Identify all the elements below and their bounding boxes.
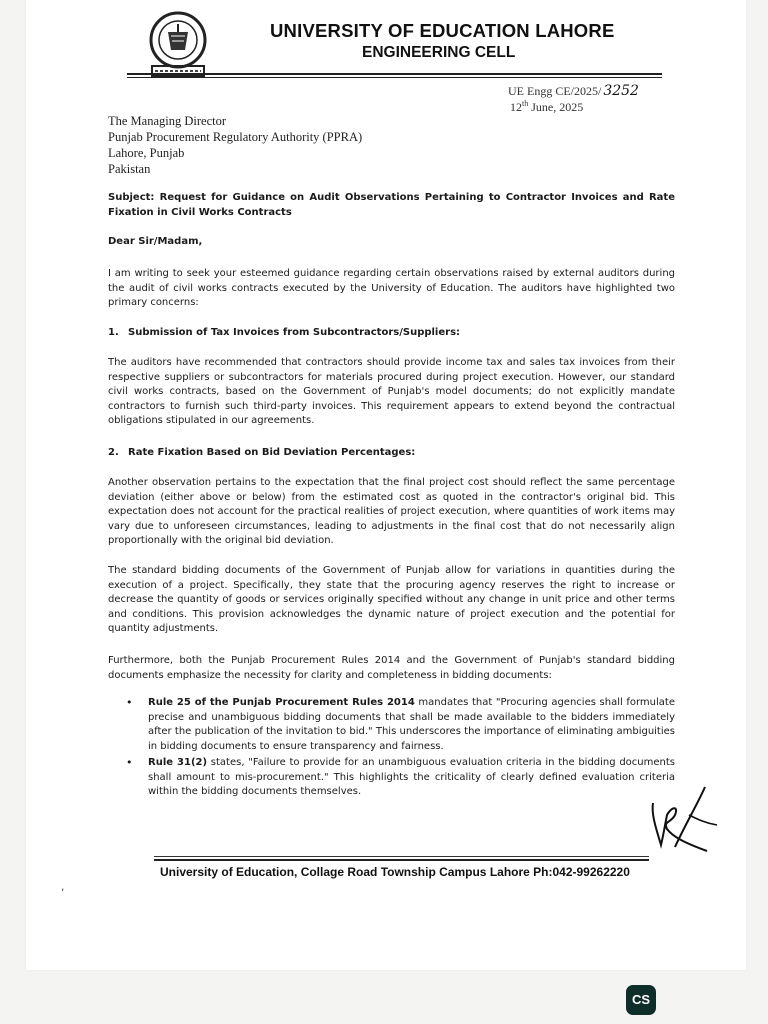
- date-suffix: th: [522, 99, 529, 108]
- bullet-symbol: •: [126, 696, 133, 709]
- section-2-title: Rate Fixation Based on Bid Deviation Percentages:: [128, 447, 416, 458]
- rule-31-text: states, "Failure to provide for an unambiguous evaluation criteria in the bidding documents shall amount to mis-procurement." This highlights the criticality of clearly defined evaluation criteria within the bidding documents themselves.: [148, 757, 675, 797]
- university-logo: [135, 10, 221, 80]
- section-2-paragraph-2: The standard bidding documents of the Government of Punjab allow for variations in quantities during the execution of a project. Specifically, they state that the procuring agency reserves the right to increase or decrease the quantity of goods or services originally specified without any change in unit price and other terms and conditions. This provision acknowledges the dynamic nature of project execution and the potential for quantity adjustments.: [108, 565, 675, 634]
- rule-25-text: mandates that "Procuring agencies shall formulate precise and unambiguous bidding documents that shall be made available to the bidders immediately after the publication of the invitation to bid." This underscores the importance of eliminating ambiguities in bidding documents to ensure transparency and fairness.: [148, 697, 675, 752]
- rule-25-title: Rule 25 of the Punjab Procurement Rules 2014: [148, 697, 415, 708]
- rules-list: [126, 696, 675, 802]
- bullet-symbol: •: [126, 756, 133, 769]
- section-1-number: 1.: [108, 327, 119, 338]
- list-item: [126, 696, 675, 754]
- subject-text: : Request for Guidance on Audit Observations Pertaining to Contractor Invoices and Rate Fixation in Civil Works Contracts: [108, 192, 675, 218]
- section-1-heading: [108, 326, 675, 341]
- reference-number: [508, 83, 639, 99]
- addressee-line: Lahore, Punjab: [108, 146, 185, 160]
- addressee-line: Punjab Procurement Regulatory Authority (PPRA): [108, 130, 363, 144]
- section-1-title: Submission of Tax Invoices from Subcontractors/Suppliers:: [128, 327, 461, 338]
- university-name: UNIVERSITY OF EDUCATION LAHORE: [270, 20, 615, 41]
- camscanner-badge: [626, 985, 656, 1015]
- addressee-line: The Managing Director: [108, 114, 227, 128]
- ref-handwritten-number: 3252: [603, 83, 639, 99]
- date-day: 12: [510, 100, 522, 114]
- intro-paragraph: I am writing to seek your esteemed guidance regarding certain observations raised by external auditors during the audit of civil works contracts executed by the University of Education. The auditors have highlighted two primary concerns:: [108, 268, 675, 308]
- ref-prefix: UE Engg CE/2025/: [508, 84, 602, 98]
- section-1-paragraph: The auditors have recommended that contractors should provide income tax and sales tax invoices from their respective suppliers or subcontractors for materials procured during project execution. However, our standard civil works contracts, based on the Government of Punjab's model documents; do not explicitly mandate contractors to furnish such third-party invoices. This requirement appears to extend beyond the contractual obligations stipulated in our agreements.: [108, 357, 675, 426]
- subject-label: Subject: [108, 192, 151, 203]
- addressee-block: [108, 113, 362, 177]
- footer-address: University of Education, Collage Road Township Campus Lahore Ph:042-99262220: [160, 865, 630, 879]
- addressee-line: Pakistan: [108, 162, 151, 176]
- section-2-paragraph-3: Furthermore, both the Punjab Procurement Rules 2014 and the Government of Punjab's standard bidding documents emphasize the necessity for clarity and completeness in bidding documents:: [108, 655, 675, 681]
- section-2-number: 2.: [108, 447, 119, 458]
- section-2-heading: [108, 446, 675, 461]
- footer-divider: [154, 856, 649, 861]
- date-rest: June, 2025: [528, 100, 584, 114]
- subject-line: [108, 191, 675, 220]
- signature-mark: [645, 785, 725, 857]
- letter-date: [510, 99, 583, 115]
- header-divider: [127, 73, 662, 78]
- department-name: ENGINEERING CELL: [362, 44, 516, 61]
- stray-mark: ‚: [61, 882, 65, 893]
- section-2-paragraph-1: Another observation pertains to the expectation that the final project cost should reflect the same percentage deviation (either above or below) from the estimated cost as quoted in the contractor's original bid. This expectation does not account for the practical realities of project execution, where quantities of work items may vary due to unforeseen circumstances, leading to adjustments in the final cost that do not necessarily align proportionally with the original bid deviation.: [108, 477, 675, 546]
- badge-label: CS: [631, 992, 651, 1007]
- salutation: Dear Sir/Madam,: [108, 236, 203, 247]
- rule-31-title: Rule 31(2): [148, 757, 208, 768]
- list-item: [126, 756, 675, 800]
